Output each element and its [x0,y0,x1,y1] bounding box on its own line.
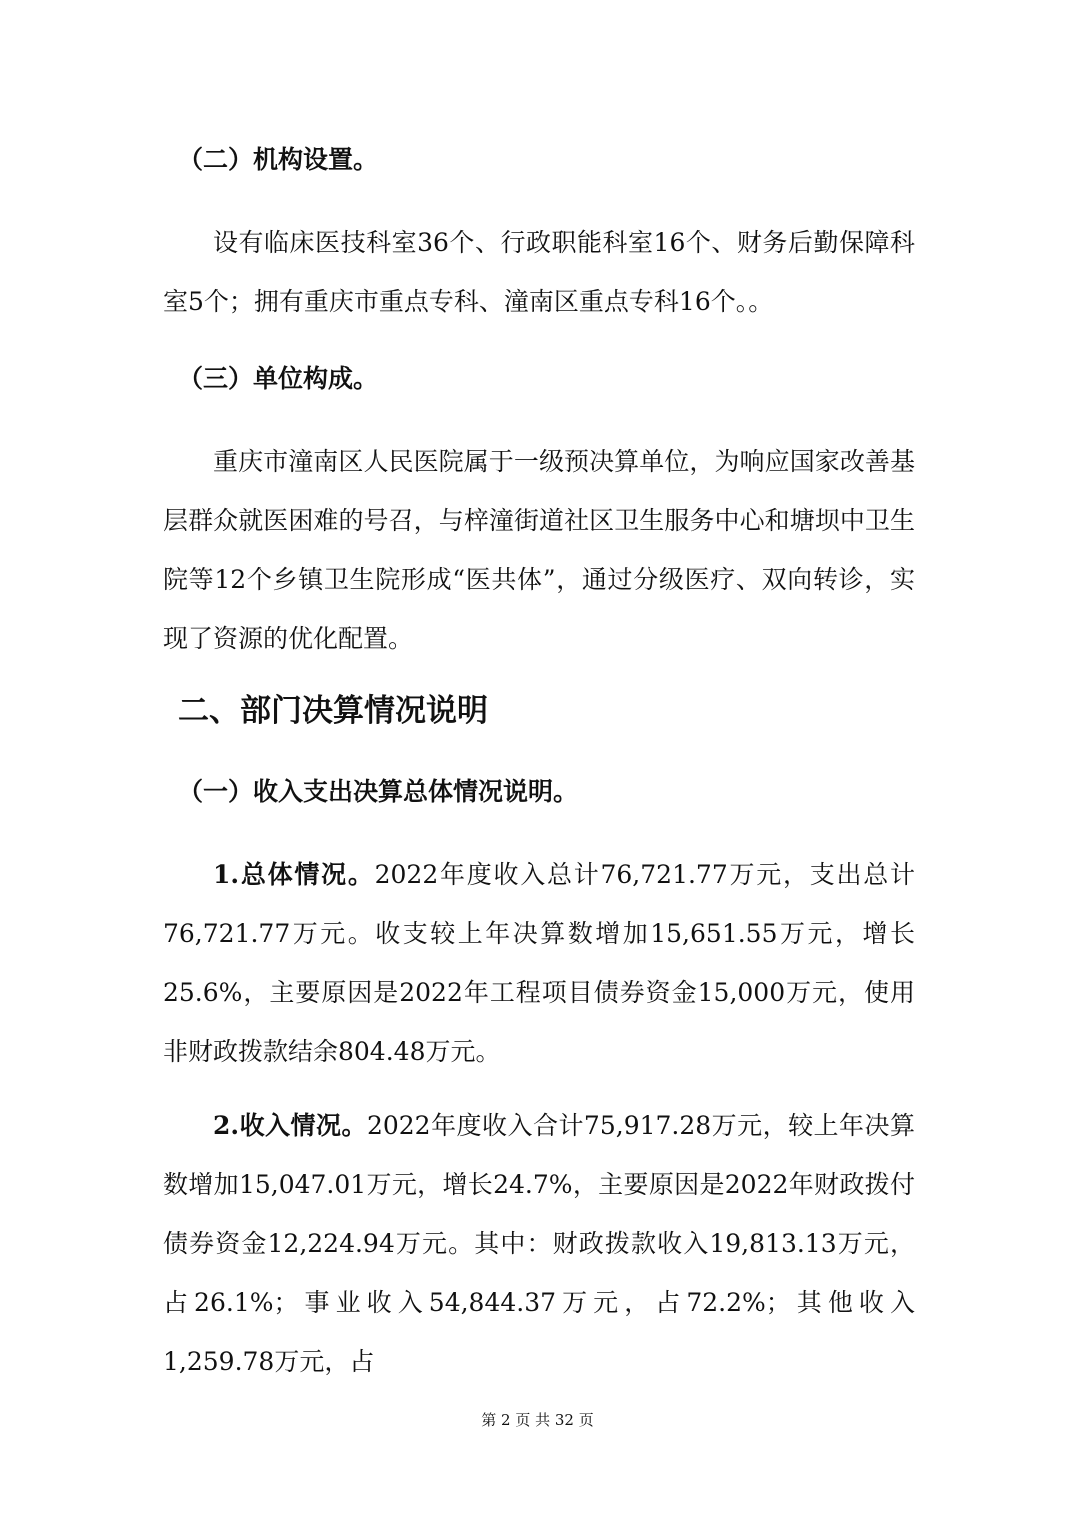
paragraph-unit: 重庆市潼南区人民医院属于一级预决算单位，为响应国家改善基层群众就医困难的号召，与梓潼街道社区卫生服务中心和塘坝中卫生院等12个乡镇卫生院形成“医共体”，通过分级医疗、双向转诊，实现了资源的优化配置。 [163,447,915,653]
chapter-heading: 二、部门决算情况说明 [178,693,488,729]
paragraph-lead: 2.收入情况。 [213,1111,367,1140]
paragraph-lead: 1.总体情况。 [213,860,375,889]
section-heading-org: （二）机构设置。 [178,145,379,174]
paragraph-overall [163,845,915,1081]
section-heading-unit: （三）单位构成。 [178,364,379,393]
paragraph-income [163,1096,915,1391]
paragraph-body: 2022年度收入总计76,721.77万元，支出总计76,721.77万元。收支较上年决算数增加15,651.55万元，增长25.6%，主要原因是2022年工程项目债券资金15,000万元，使用非财政拨款结余804.48万元。 [163,860,915,1066]
paragraph-body: 2022年度收入合计75,917.28万元，较上年决算数增加15,047.01万元，增长24.7%，主要原因是2022年财政拨付债券资金12,224.94万元。其中：财政拨款收入19,813.13万元，占26.1%；事业收入54,844.37万元，占72.2%；其他收入1,259.78万元，占 [163,1111,915,1376]
page-number-footer: 第 2 页 共 32 页 [481,1411,594,1429]
section-heading-overall: （一）收入支出决算总体情况说明。 [178,777,579,806]
paragraph-org: 设有临床医技科室36个、行政职能科室16个、财务后勤保障科室5个；拥有重庆市重点专科、潼南区重点专科16个。。 [163,228,915,316]
